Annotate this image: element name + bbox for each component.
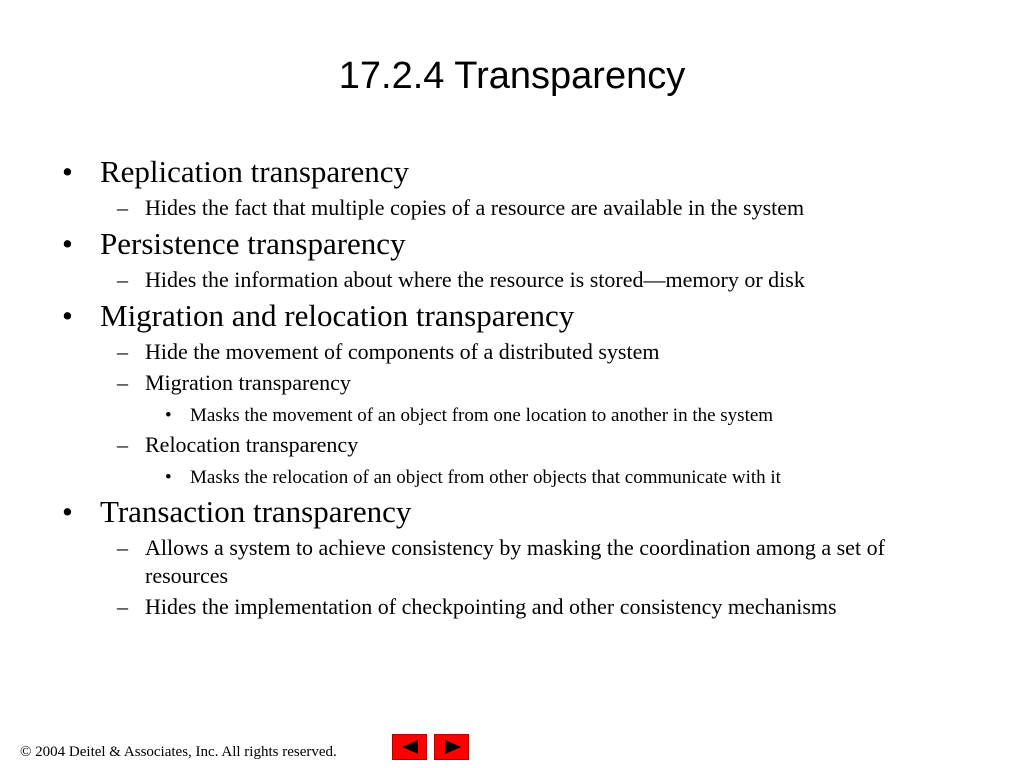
bullet-icon: • xyxy=(62,226,73,261)
copyright-text: 2004 Deitel & Associates, Inc. All rights reserved. xyxy=(35,744,337,760)
sub-bullet-item xyxy=(0,534,1024,590)
slide-body xyxy=(0,150,1024,621)
dash-icon: – xyxy=(117,432,128,457)
right-arrow-icon xyxy=(445,740,461,754)
slide-title: 17.2.4 Transparency xyxy=(338,55,686,97)
bullet-text: Migration and relocation transparency xyxy=(100,298,575,333)
sub-bullet-item xyxy=(0,431,1024,459)
dash-icon: – xyxy=(117,339,128,364)
bullet-icon: • xyxy=(62,494,73,529)
sub-bullet-item xyxy=(0,369,1024,397)
sub-sub-bullet-text: Masks the movement of an object from one location to another in the system xyxy=(190,405,774,426)
sub-bullet-text: Migration transparency xyxy=(145,370,351,395)
bullet-item xyxy=(0,153,1024,191)
sub-bullet-text: Hides the fact that multiple copies of a resource are available in the system xyxy=(145,195,805,220)
left-arrow-icon xyxy=(402,740,418,754)
bullet-item xyxy=(0,225,1024,263)
sub-bullet-item xyxy=(0,194,1024,222)
sub-bullet-text: Relocation transparency xyxy=(145,432,359,457)
sub-bullet-text: Allows a system to achieve consistency by masking the coordination among a set of resources xyxy=(145,535,885,588)
bullet-text: Transaction transparency xyxy=(100,494,412,529)
sub-bullet-text: Hides the implementation of checkpointing and other consistency mechanisms xyxy=(145,594,837,619)
copyright-footer xyxy=(20,743,337,761)
sub-sub-bullet-item xyxy=(0,466,1024,490)
sub-bullet-text: Hides the information about where the resource is stored—memory or disk xyxy=(145,267,805,292)
bullet-text: Replication transparency xyxy=(100,154,410,189)
small-bullet-icon: • xyxy=(165,467,172,488)
bullet-item xyxy=(0,493,1024,531)
copyright-symbol: © xyxy=(20,744,32,760)
sub-bullet-item xyxy=(0,593,1024,621)
sub-bullet-item xyxy=(0,266,1024,294)
next-slide-button[interactable] xyxy=(434,734,469,760)
sub-sub-bullet-text: Masks the relocation of an object from other objects that communicate with it xyxy=(190,467,781,488)
bullet-text: Persistence transparency xyxy=(100,226,406,261)
sub-bullet-text: Hide the movement of components of a distributed system xyxy=(145,339,660,364)
dash-icon: – xyxy=(117,535,128,560)
sub-bullet-item xyxy=(0,338,1024,366)
bullet-icon: • xyxy=(62,298,73,333)
dash-icon: – xyxy=(117,594,128,619)
bullet-icon: • xyxy=(62,154,73,189)
small-bullet-icon: • xyxy=(165,405,172,426)
dash-icon: – xyxy=(117,195,128,220)
dash-icon: – xyxy=(117,267,128,292)
dash-icon: – xyxy=(117,370,128,395)
previous-slide-button[interactable] xyxy=(392,734,427,760)
sub-sub-bullet-item xyxy=(0,404,1024,428)
bullet-item xyxy=(0,297,1024,335)
